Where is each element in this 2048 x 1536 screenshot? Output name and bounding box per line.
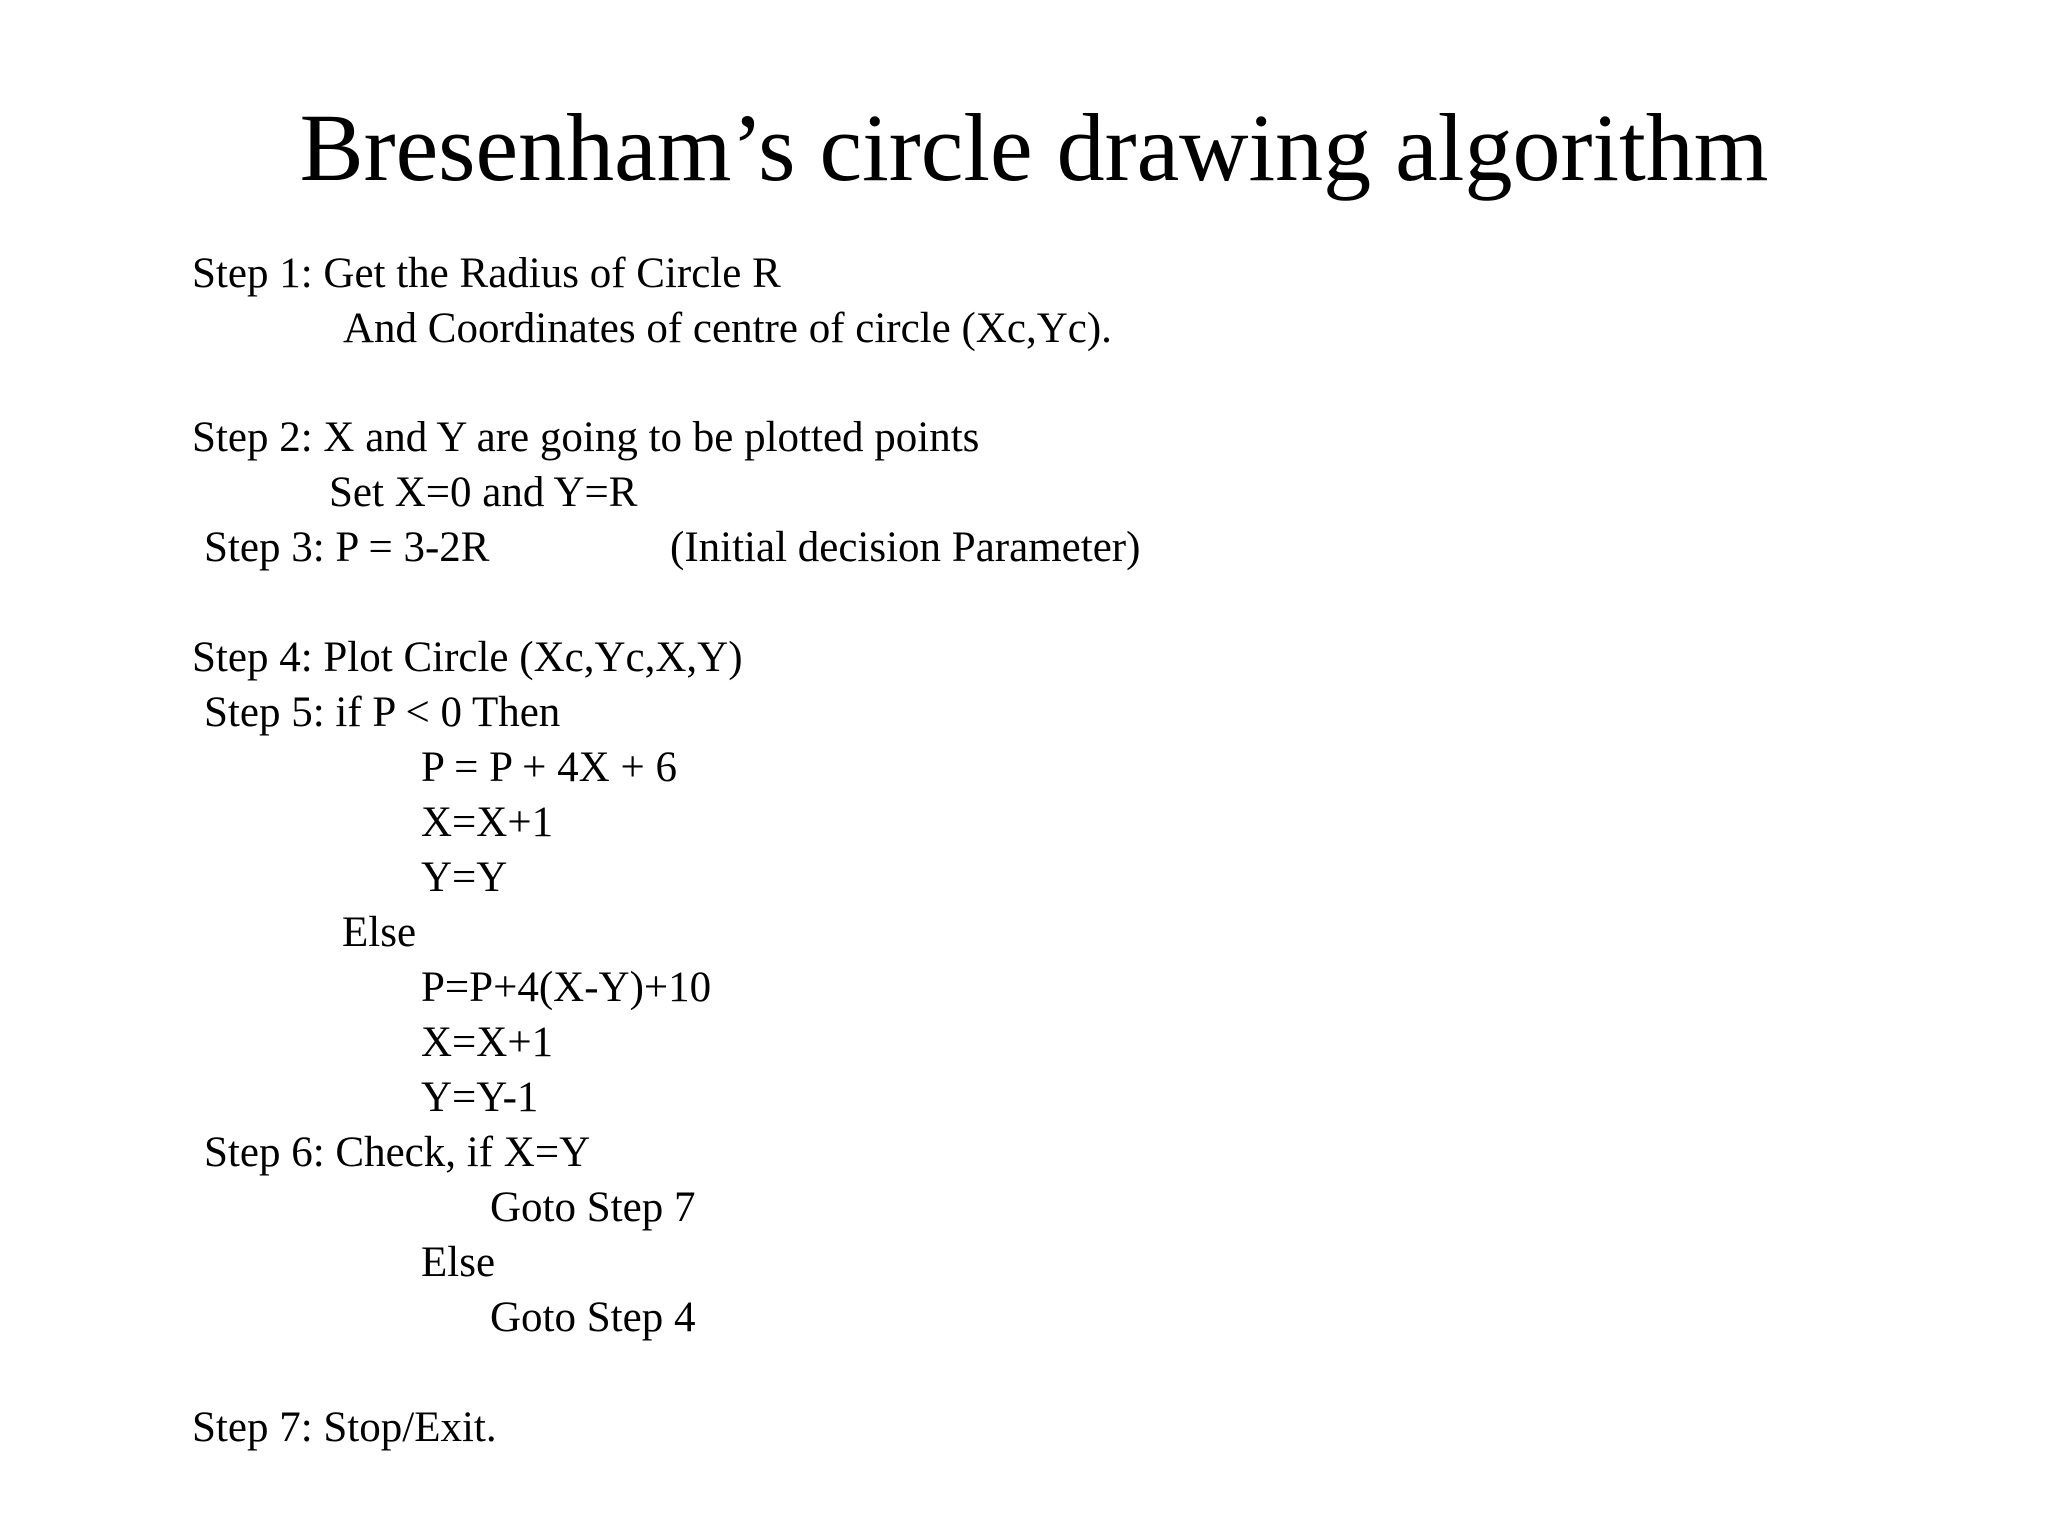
step-3-note: (Initial decision Parameter) — [670, 524, 1141, 571]
step-6-else-goto: Goto Step 4 — [490, 1294, 696, 1341]
slide-title: Bresenham’s circle drawing algorithm — [299, 94, 1769, 201]
step-2-line: Step 2: X and Y are going to be plotted points — [192, 414, 980, 461]
step-1-line: Step 1: Get the Radius of Circle R — [192, 250, 781, 297]
step-1-continuation: And Coordinates of centre of circle (Xc,Yc). — [343, 305, 1112, 352]
step-6-then: Goto Step 7 — [490, 1184, 696, 1231]
step-2-continuation: Set X=0 and Y=R — [329, 469, 638, 516]
step-6-line: Step 6: Check, if X=Y — [204, 1129, 591, 1176]
step-5-line: Step 5: if P < 0 Then — [204, 689, 561, 736]
step-5-then-x: X=X+1 — [421, 799, 554, 846]
step-3-line: Step 3: P = 3-2R — [204, 524, 490, 571]
step-4-line: Step 4: Plot Circle (Xc,Yc,X,Y) — [192, 634, 743, 681]
step-5-else-x: X=X+1 — [421, 1019, 554, 1066]
step-5-else-p: P=P+4(X-Y)+10 — [421, 964, 712, 1011]
step-6-else: Else — [421, 1239, 496, 1286]
step-5-then-p: P = P + 4X + 6 — [421, 744, 677, 791]
step-5-else-y: Y=Y-1 — [421, 1074, 539, 1121]
step-5-else: Else — [342, 909, 417, 956]
step-7-line: Step 7: Stop/Exit. — [192, 1404, 497, 1451]
step-5-then-y: Y=Y — [421, 854, 508, 901]
